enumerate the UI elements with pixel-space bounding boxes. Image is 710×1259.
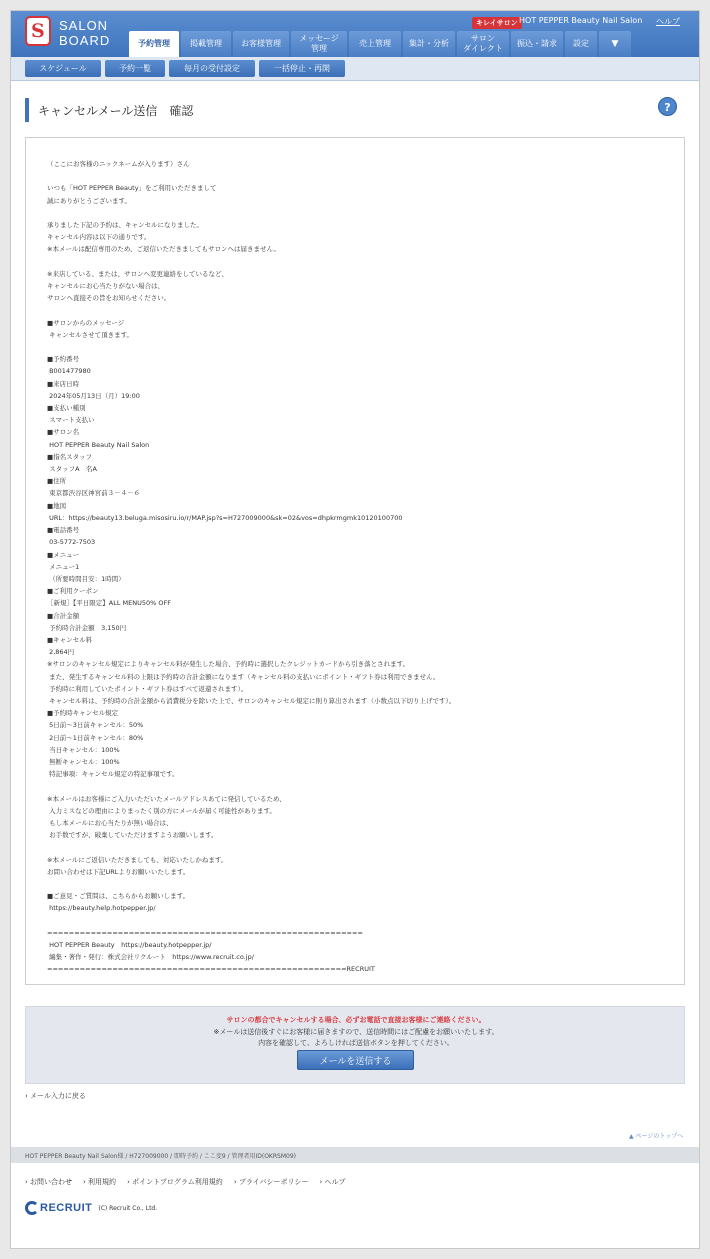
footer-link-point-terms[interactable]: › ポイントプログラム利用規約: [127, 1178, 223, 1186]
mail-preview: [25, 137, 685, 985]
send-mail-button[interactable]: メールを送信する: [297, 1050, 414, 1070]
page-title: キャンセルメール送信 確認: [38, 104, 194, 118]
nav-analytics[interactable]: 集計・分析: [403, 31, 455, 57]
sub-nav: [11, 57, 699, 81]
recruit-logo: [25, 1201, 157, 1215]
logo-text[interactable]: [59, 18, 110, 48]
footer-breadcrumb: [11, 1147, 699, 1163]
nav-more-chevron-icon[interactable]: ▼: [599, 31, 631, 57]
logo-line1: SALON: [59, 18, 109, 33]
footer-link-privacy[interactable]: › プライバシーポリシー: [233, 1178, 309, 1186]
salon-board-logo-icon[interactable]: [25, 16, 51, 46]
send-warning: サロンの都合でキャンセルする場合、必ずお電話で直接お客様にご連絡ください。: [226, 1016, 486, 1024]
kirei-salon-badge: キレイサロン: [472, 17, 522, 29]
subnav-monthly-settings[interactable]: 毎月の受付設定: [169, 60, 255, 77]
mail-body: （ここにお客様のニックネームが入ります）さん いつも「HOT PEPPER Beauty」をご利用いただきまして 誠にありがとうございます。 承りました下記の予約は、キャンセルになりました。 キャンセル内容は以下の通りです。 ※本メールは配信専用のため、ご返信いただきましてもサロンへは届きません。 ※来店している、または、サロンへ変更連絡をしているなど、 キャンセルにお心当たりがない場合は、 サロンへ直接その旨をお知らせください。 ■サロンからのメッセージ キャンセルさせて頂きます。 ■予約番号 B001477980 ■来店日時 2024年05月13日（月）19:00 ■支払い種別 スマート支払い ■サロン名 HOT PEPPER Beauty Nail Salon ■指名スタッフ スタッフA 名A ■住所 東京都渋谷区神宮前３－４－６ ■地図 URL：https://beauty13.beluga.misosiru.io/r/MAP.jsp?s=H727009000&sk=02&vos=dhpkrmgmk10120100700 ■電話番号 03-5772-7503 ■メニュー メニュー1 （所要時間目安：1時間） ■ご利用クーポン ［新規］【平日限定】ALL MENU50% OFF ■合計金額 予約時合計金額 3,150円 ■キャンセル料 2,864円 ※サロンのキャンセル規定によりキャンセル料が発生した場合、予約時に選択したクレジットカードから引き落とされます。 また、発生するキャンセル料の上限は予約時の合計金額になります（キャンセル料の支払いにポイント・ギフト券は利用できません。 予約時に利用していたポイント・ギフト券はすべて返還されます）。 キャンセル料は、予約時の合計金額から消費税分を除いた上で、サロンのキャンセル規定に則り算出されます（小数点以下切り上げです）。 ■予約時キャンセル規定 5日前～3日前キャンセル：50% 2日前～1日前キャンセル：80% 当日キャンセル：100% 無断キャンセル：100% 特記事項：キャンセル規定の特記事項です。 ※本メールはお客様にご入力いただいたメールアドレスあてに発信しているため、 入力ミスなどの理由によりまったく別の方にメールが届く可能性があります。 もし本メールにお心当たりが無い場合は、 お手数ですが、破棄していただけますようお願いします。 ※本メールにご返信いただきましても、対応いたしかねます。 お問い合わせは下記URLよりお願いいたします。 ■ご意見・ご質問は、こちらからお願いします。 https://beauty.help.hotpepper.jp/ ========================================================== HOT PEPPER Beauty https://beauty.hotpepper.jp/ 編集・著作・発行：株式会社リクルート https://www.recruit.co.jp/ =======================================================RECRUIT: [47, 160, 456, 974]
nav-reservation[interactable]: 予約管理: [129, 31, 179, 57]
send-note: ※メールは送信後すぐにお客様に届きますので、送信時間にはご配慮をお願いいたします。: [213, 1028, 499, 1036]
subnav-bulk-stop[interactable]: 一括停止・再開: [259, 60, 345, 77]
footer-link-contact[interactable]: › お問い合わせ: [25, 1178, 73, 1186]
logo-letter: S: [31, 20, 45, 42]
recruit-wordmark: RECRUIT: [40, 1202, 93, 1214]
help-icon[interactable]: ?: [658, 97, 677, 116]
nav-salon-direct[interactable]: サロン ダイレクト: [457, 31, 509, 57]
send-panel: [25, 1006, 685, 1084]
copyright: (C) Recruit Co., Ltd.: [98, 1204, 158, 1212]
salon-name: HOT PEPPER Beauty Nail Salon: [519, 16, 643, 25]
footer-link-terms[interactable]: › 利用規約: [83, 1178, 117, 1186]
nav-customer[interactable]: お客様管理: [233, 31, 289, 57]
back-to-mail-input-link[interactable]: › メール入力に戻る: [25, 1092, 86, 1100]
nav-settings[interactable]: 設定: [565, 31, 597, 57]
page-top-link[interactable]: ▲ ページのトップへ: [629, 1133, 684, 1140]
nav-message[interactable]: メッセージ 管理: [291, 31, 347, 57]
nav-billing[interactable]: 振込・請求: [511, 31, 563, 57]
footer-links: [25, 1177, 357, 1187]
footer-breadcrumb-text: HOT PEPPER Beauty Nail Salon様 / H727009000 / 即時予約 / ここ変9 / 管理者用ID(OKRSM09): [25, 1153, 296, 1160]
footer-link-help[interactable]: › ヘルプ: [319, 1178, 346, 1186]
subnav-reservation-list[interactable]: 予約一覧: [105, 60, 165, 77]
recruit-mark-icon: [25, 1201, 39, 1215]
nav-listing[interactable]: 掲載管理: [181, 31, 231, 57]
title-accent: [25, 98, 29, 122]
send-confirm-note: 内容を確認して、よろしければ送信ボタンを押してください。: [258, 1039, 454, 1047]
header: [11, 11, 699, 57]
logo-line2: BOARD: [59, 33, 111, 48]
header-help-link[interactable]: ヘルプ: [656, 17, 680, 26]
subnav-schedule[interactable]: スケジュール: [25, 60, 101, 77]
nav-sales[interactable]: 売上管理: [349, 31, 401, 57]
main-nav: [129, 31, 633, 57]
page: [10, 10, 700, 1249]
